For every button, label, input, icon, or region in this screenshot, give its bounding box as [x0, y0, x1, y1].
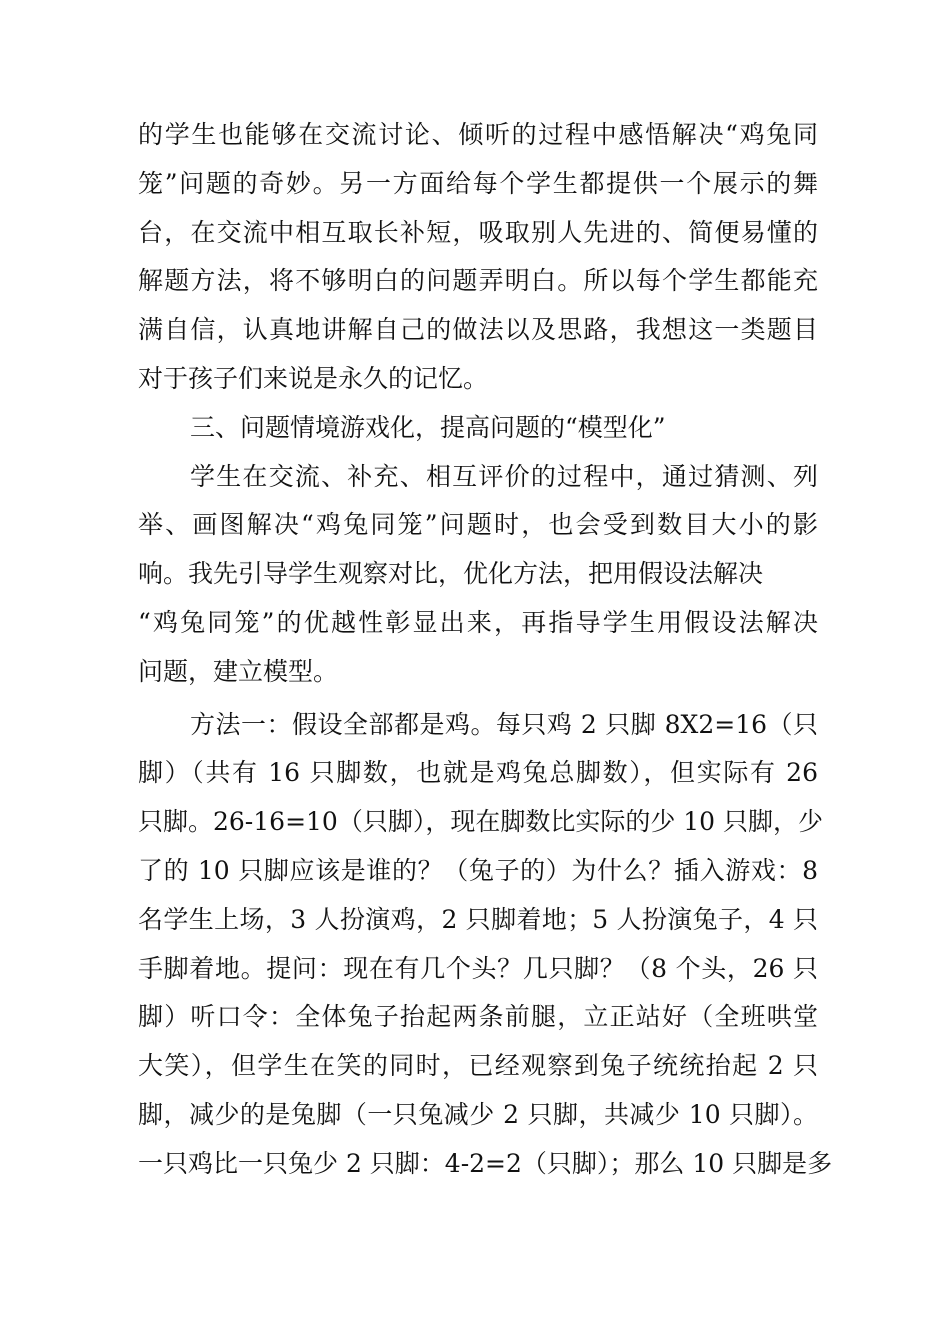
document-body: [138, 111, 833, 1189]
text-line: 的学生也能够在交流讨论、倾听的过程中感悟解决“鸡兔同: [138, 120, 818, 149]
text-line: 响。我先引导学生观察对比，优化方法，把用假设法解决: [138, 559, 764, 589]
text-line: 一只鸡比一只兔少 2 只脚：4-2=2（只脚）；那么 10 只脚是多: [138, 1148, 833, 1178]
text-line: 解题方法，将不够明白的问题弄明白。所以每个学生都能充: [138, 266, 818, 296]
text-line: 手脚着地。提问：现在有几个头？几只脚？（8 个头，26 只: [138, 953, 818, 983]
text-line: 台，在交流中相互取长补短，吸取别人先进的、简便易懂的: [138, 217, 818, 247]
text-line: 问题，建立模型。: [138, 656, 339, 686]
text-line: 对于孩子们来说是永久的记忆。: [138, 363, 489, 393]
text-line: 方法一：假设全部都是鸡。每只鸡 2 只脚 8X2=16（只: [190, 709, 818, 739]
text-line: 学生在交流、补充、相互评价的过程中，通过猜测、列: [190, 461, 818, 491]
text-line: 大笑），但学生在笑的同时，已经观察到兔子统统抬起 2 只: [138, 1051, 818, 1081]
text-line: 脚，减少的是兔脚（一只兔减少 2 只脚，共减少 10 只脚）。: [138, 1099, 818, 1129]
text-line: 笼”问题的奇妙。另一方面给每个学生都提供一个展示的舞: [138, 168, 818, 198]
text-line: 举、画图解决“鸡兔同笼”问题时，也会受到数目大小的影: [138, 510, 818, 540]
text-line: 脚）（共有 16 只脚数，也就是鸡兔总脚数），但实际有 26: [138, 758, 818, 788]
text-line: 满自信，认真地讲解自己的做法以及思路，我想这一类题目: [138, 315, 818, 345]
text-line: 名学生上场，3 人扮演鸡，2 只脚着地；5 人扮演兔子，4 只: [138, 904, 818, 934]
text-line: “鸡兔同笼”的优越性彰显出来，再指导学生用假设法解决: [138, 607, 818, 637]
text-line: 只脚。26-16=10（只脚），现在脚数比实际的少 10 只脚，少: [138, 807, 824, 837]
section-heading: 三、问题情境游戏化，提高问题的“模型化”: [190, 412, 666, 442]
text-line: 脚）听口令：全体兔子抬起两条前腿，立正站好（全班哄堂: [138, 1002, 818, 1032]
text-line: 了的 10 只脚应该是谁的？（兔子的）为什么？插入游戏：8: [138, 855, 818, 885]
